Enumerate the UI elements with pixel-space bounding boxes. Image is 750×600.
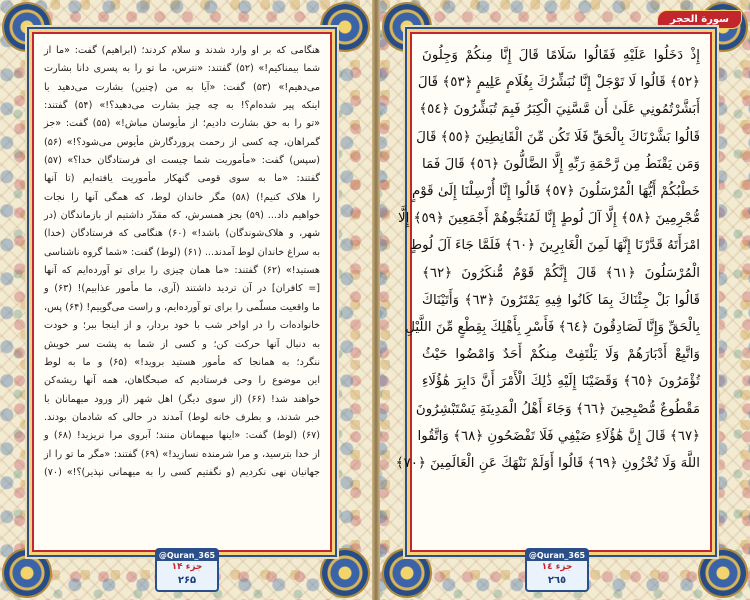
translation-line: «تو را به حق بشارت دادیم؛ از مأیوسان مباش!» (۵۵) گفت: «جز: [44, 118, 320, 130]
translation-line: هستید!» (۶۲) گفتند: «ما همان چیزی را برای تو آورده‌ایم که آنها: [44, 265, 320, 277]
translation-line: (۶۷) (لوط) گفت: «اینها میهمانان منند؛ آبروی مرا نریزید! (۶۸) و: [44, 430, 320, 442]
translation-line: را هلاک کنیم!) (۵۸) مگر خاندان لوط، که همگی آنها را نجات: [44, 191, 320, 203]
verse-line: قَالُوا بَشَّرْنَاكَ بِالْحَقِّ فَلَا تَكُن مِّنَ الْقَانِطِينَ ﴿٥٥﴾ قَالَ: [416, 129, 700, 145]
right-page: [380, 0, 750, 600]
verse-line: الْمُرْسَلُونَ ﴿٦١﴾ قَالَ إِنَّكُمْ قَوْمٌ مُّنكَرُونَ ﴿٦٢﴾: [422, 265, 700, 281]
translation-line: ما واقعیت مسلّمی را برای تو آورده‌ایم، و راست می‌گوییم! (۶۴) پس،: [44, 301, 321, 313]
brand-label: @Quran_365: [158, 551, 216, 560]
translation-line: جهانیان نهی نکردیم (و نگفتیم کسی را به میهمانی نپذیر)؟!» (۷۰): [44, 466, 320, 478]
corner-medallion-icon: [700, 550, 746, 596]
verse-line: امْرَأَتَهُ قَدَّرْنَا إِنَّهَا لَمِنَ الْغَابِرِينَ ﴿٦٠﴾ فَلَمَّا جَاءَ آلَ لُوطٍ: [409, 238, 700, 254]
verse-line: بِالْحَقِّ وَإِنَّا لَصَادِقُونَ ﴿٦٤﴾ فَأَسْرِ بِأَهْلِكَ بِقِطْعٍ مِّنَ اللَّيْلِ: [405, 320, 700, 336]
book-spine: [372, 0, 380, 600]
juz-label: جزء ۱۴: [171, 562, 203, 572]
translation-line: شما بیمناکیم!» (۵۲) گفتند: «نترس، ما تو را به پسری دانا بشارت: [44, 63, 321, 75]
translation-line: اینکه پیر شده‌ام؟! به چه چیز بشارت می‌دهید؟!» (۵۴) گفتند:: [44, 100, 320, 112]
translation-line: خبر شدند، و بطرف خانه لوط) آمدند در حالی که شادمان بودند.: [44, 411, 320, 423]
corner-medallion-icon: [322, 550, 368, 596]
translation-line: می‌دهیم!» (۵۳) گفت: «آیا به من (چنین) بشارت می‌دهید با: [44, 81, 320, 93]
verse-line: ﴿٥٢﴾ قَالُوا لَا تَوْجَلْ إِنَّا نُبَشِّرُكَ بِغُلَامٍ عَلِيمٍ ﴿٥٣﴾ قَالَ: [417, 75, 700, 91]
translation-text: [34, 34, 330, 488]
translation-line: هنگامی که بر او وارد شدند و سلام کردند؛ (ابراهیم) گفت: «ما از: [44, 45, 320, 56]
page-footer: [155, 548, 219, 592]
verse-line: مُّجْرِمِينَ ﴿٥٨﴾ إِلَّا آلَ لُوطٍ إِنَّا لَمُنَجُّوهُمْ أَجْمَعِينَ ﴿٥٩﴾ إِلَّا: [397, 211, 700, 227]
brand-label: @Quran_365: [528, 551, 586, 560]
quran-frame: [395, 32, 712, 552]
quran-text: [395, 34, 710, 481]
translation-line: به سراغ خاندان لوط آمدند... (۶۱) (لوط) گفت: «شما گروه ناشناسی: [44, 246, 320, 258]
verse-line: ﴿٦٧﴾ قَالَ إِنَّ هَٰؤُلَاءِ ضَيْفِي فَلَا تَفْضَحُونِ ﴿٦٨﴾ وَاتَّقُوا: [417, 428, 700, 444]
verse-line: اللَّهَ وَلَا تُخْزُونِ ﴿٦٩﴾ قَالُوا أَوَلَمْ نَنْهَكَ عَنِ الْعَالَمِينَ ﴿٧٠﴾: [395, 456, 700, 472]
translation-line: ننگرد؛ به همانجا که مأمور هستید بروید!» (۶۵) و ما به لوط: [44, 356, 320, 368]
translation-line: گمراهان، چه کسی از رحمت پروردگارش مأیوس می‌شود؟!» (۵۶): [44, 136, 320, 148]
juz-label: جزء ۱٤: [541, 562, 573, 572]
translation-line: شهر، و هلاک‌شوندگان) باشد!» (۶۰) هنگامی که فرستادگان (خدا): [44, 228, 320, 240]
verse-line: إِذْ دَخَلُوا عَلَيْهِ فَقَالُوا سَلَامًا قَالَ إِنَّا مِنكُمْ وَجِلُونَ: [422, 48, 700, 63]
verse-line: أَبَشَّرْتُمُونِي عَلَىٰ أَن مَّسَّنِيَ الْكِبَرُ فَبِمَ تُبَشِّرُونَ ﴿٥٤﴾: [419, 102, 700, 118]
verse-line: مَقْطُوعٌ مُّصْبِحِينَ ﴿٦٦﴾ وَجَاءَ أَهْلُ الْمَدِينَةِ يَسْتَبْشِرُونَ: [415, 401, 700, 417]
translation-line: به دنبال آنها حرکت کن؛ و کسی از شما به پشت سر خویش: [44, 338, 320, 350]
translation-line: خانواده‌ات را در اواخر شب با خود بردار، و از اینجا ببر؛ و خودت: [44, 320, 320, 332]
left-page: [0, 0, 372, 600]
translation-frame: [32, 32, 332, 552]
verse-line: قَالُوا بَلْ جِئْنَاكَ بِمَا كَانُوا فِيهِ يَمْتَرُونَ ﴿٦٣﴾ وَأَتَيْنَاكَ: [422, 292, 700, 308]
translation-line: از خدا بترسید، و مرا شرمنده نسازید!» (۶۹) گفتند: «مگر ما تو را از: [44, 448, 320, 460]
verse-line: خَطْبُكُمْ أَيُّهَا الْمُرْسَلُونَ ﴿٥٧﴾ قَالُوا إِنَّا أُرْسِلْنَا إِلَىٰ قَوْمٍ: [411, 184, 700, 200]
translation-line: [= کافران] در آن تردید داشتند (آری، ما مأمور عذابیم)! (۶۳) و: [44, 283, 320, 295]
translation-line: (سپس) گفت: «مأموریت شما چیست ای فرستادگان خدا؟» (۵۷): [44, 155, 320, 167]
corner-medallion-icon: [4, 550, 50, 596]
corner-medallion-icon: [384, 550, 430, 596]
verse-line: وَمَن يَقْنَطُ مِن رَّحْمَةِ رَبِّهِ إِلَّا الضَّالُّونَ ﴿٥٦﴾ قَالَ فَمَا: [422, 156, 700, 172]
page-number: ۲۶۵: [177, 575, 197, 586]
verse-line: وَاتَّبِعْ أَدْبَارَهُمْ وَلَا يَلْتَفِتْ مِنكُمْ أَحَدٌ وَامْضُوا حَيْثُ: [422, 347, 700, 363]
translation-line: خواهند شد! (۶۶) (از سوی دیگر) اهل شهر (از ورود میهمانان با: [44, 393, 320, 405]
translation-line: گفتند: «ما به سوی قومی گنهکار مأموریت یافته‌ایم (تا آنها: [44, 173, 320, 185]
translation-line: این موضوع را وحی فرستادیم که صبحگاهان، همه آنها ریشه‌کن: [44, 375, 320, 387]
verse-line: تُؤْمَرُونَ ﴿٦٥﴾ وَقَضَيْنَا إِلَيْهِ ذَٰلِكَ الْأَمْرَ أَنَّ دَابِرَ هَٰؤُلَاءِ: [422, 374, 700, 390]
page-number: ۲٦٥: [547, 575, 567, 586]
surah-title: سورة الحجر: [657, 10, 742, 29]
page-footer: [525, 548, 589, 592]
translation-line: خواهیم داد... (۵۹) بجز همسرش، که مقدّر داشتیم از بازماندگان (در: [44, 210, 321, 222]
